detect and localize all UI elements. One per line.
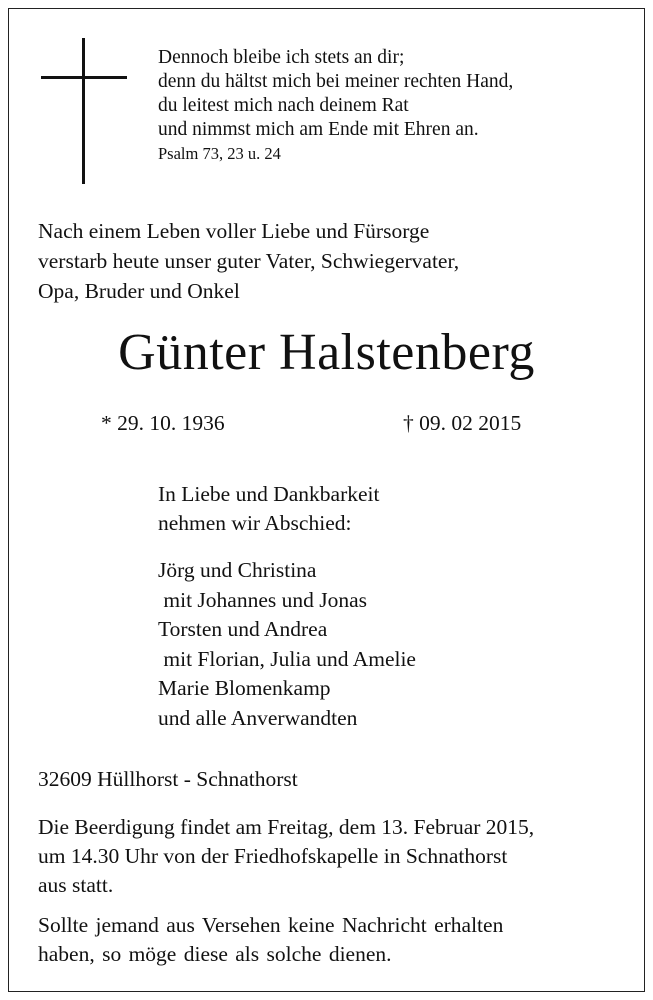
verse-line: und nimmst mich am Ende mit Ehren an. — [158, 119, 479, 140]
farewell-line: In Liebe und Dankbarkeit — [158, 482, 380, 506]
verse-reference: Psalm 73, 23 u. 24 — [158, 144, 281, 163]
note-line: haben, so möge diese als solche dienen. — [38, 942, 392, 966]
verse-line: du leitest mich nach deinem Rat — [158, 95, 409, 116]
psalm-verse — [158, 46, 513, 166]
farewell-text — [158, 480, 380, 538]
intro-text — [38, 216, 459, 306]
family-line: mit Florian, Julia und Amelie — [158, 646, 416, 671]
funeral-line: um 14.30 Uhr von der Friedhofskapelle in Schnathorst — [38, 844, 508, 868]
family-line: mit Johannes und Jonas — [158, 587, 368, 612]
family-line: Jörg und Christina — [158, 558, 317, 582]
verse-line: denn du hältst mich bei meiner rechten Hand, — [158, 71, 514, 92]
notification-note — [38, 911, 503, 969]
family-line: und alle Anverwandten — [158, 705, 358, 730]
intro-line: Opa, Bruder und Onkel — [38, 279, 240, 303]
farewell-line: nehmen wir Abschied: — [158, 511, 352, 535]
family-list — [158, 556, 416, 734]
deceased-name: Günter Halstenberg — [118, 324, 535, 381]
family-line: Marie Blomenkamp — [158, 676, 331, 701]
funeral-line: aus statt. — [38, 873, 114, 897]
death-date: † 09. 02 2015 — [403, 411, 522, 435]
note-line: Sollte jemand aus Versehen keine Nachricht erhalten — [38, 913, 504, 937]
family-line: Torsten und Andrea — [158, 617, 328, 642]
intro-line: verstarb heute unser guter Vater, Schwiegervater, — [38, 249, 460, 273]
birth-date: * 29. 10. 1936 — [101, 411, 225, 435]
funeral-line: Die Beerdigung findet am Freitag, dem 13. Februar 2015, — [38, 815, 535, 839]
verse-line: Dennoch bleibe ich stets an dir; — [158, 47, 405, 68]
cross-vertical-bar — [82, 38, 85, 184]
intro-line: Nach einem Leben voller Liebe und Fürsorge — [38, 219, 430, 243]
cross-horizontal-bar — [41, 76, 127, 79]
funeral-info — [38, 813, 534, 900]
place-line: 32609 Hüllhorst - Schnathorst — [38, 767, 298, 791]
